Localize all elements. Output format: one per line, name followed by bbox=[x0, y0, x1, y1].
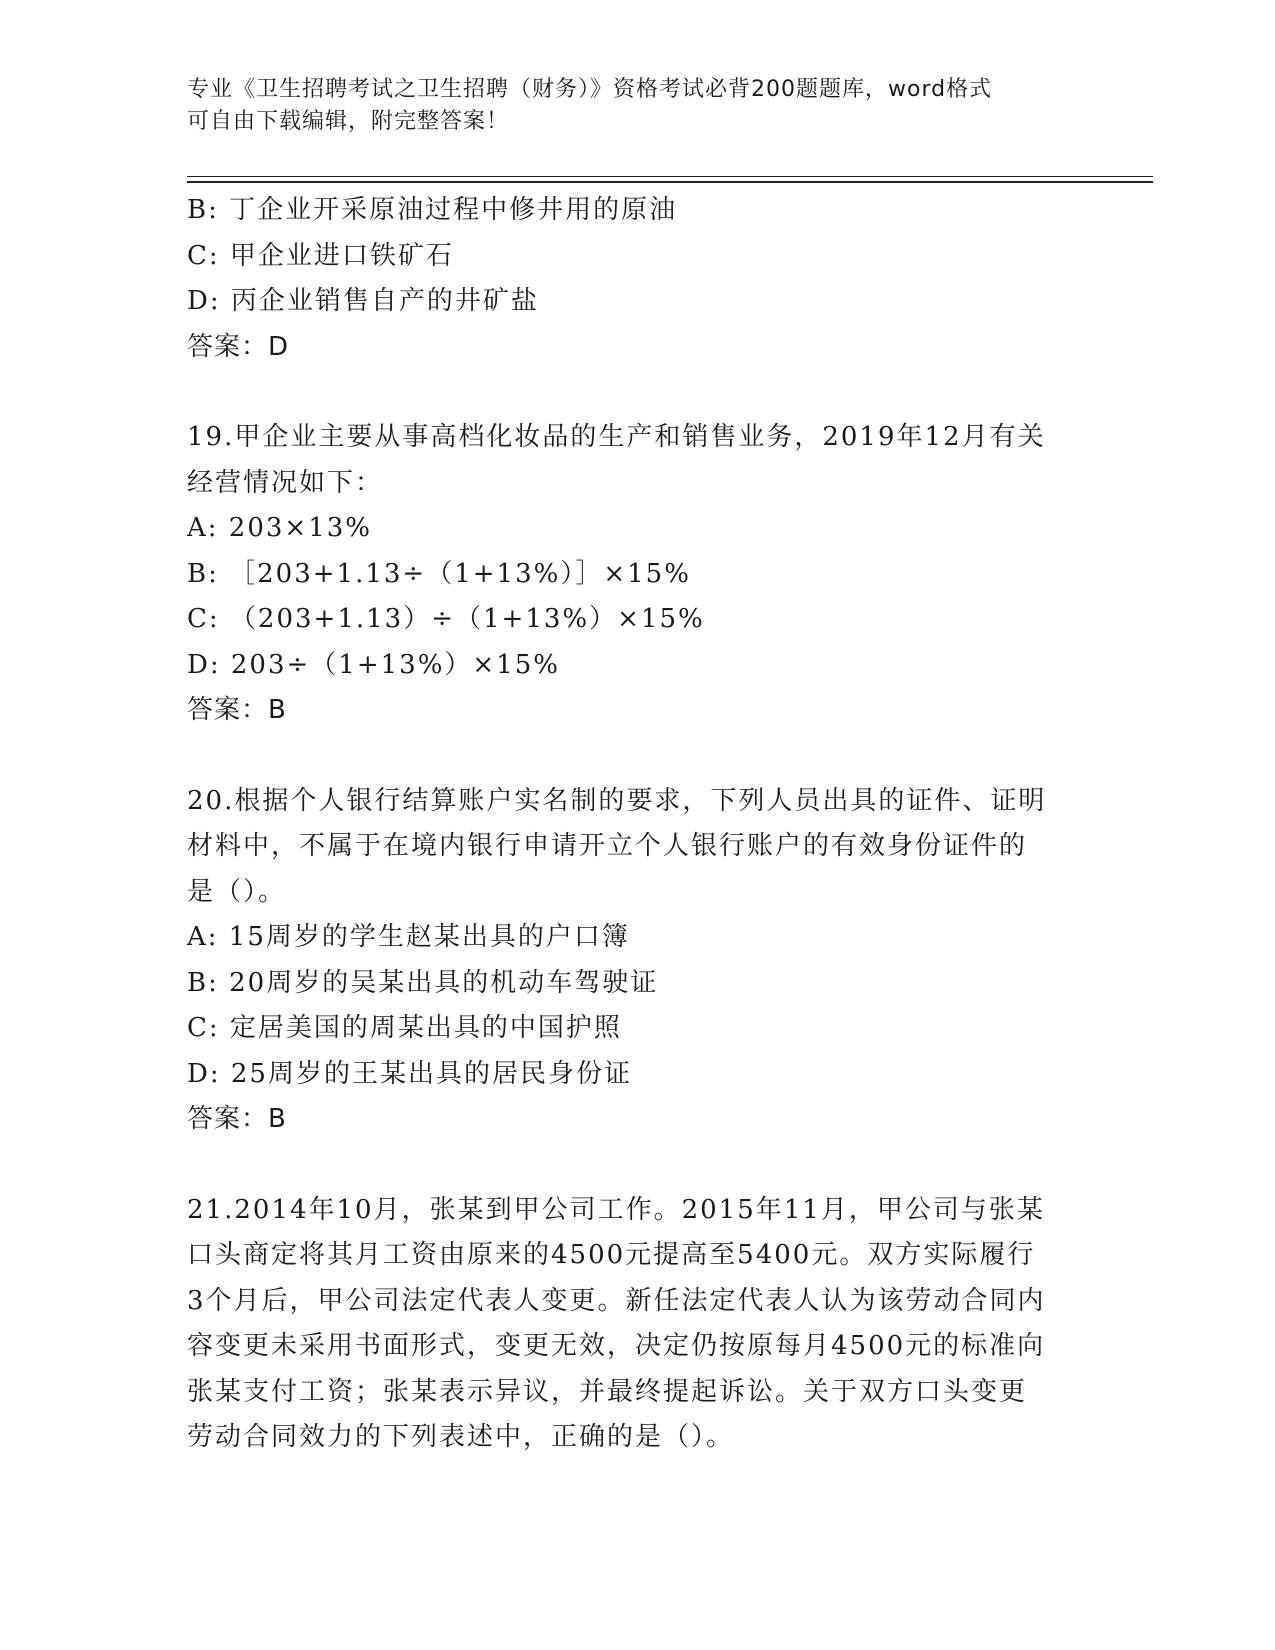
question-21 bbox=[187, 1188, 1087, 1461]
header-divider-thick bbox=[187, 181, 1153, 183]
option-d: D: 25周岁的王某出具的居民身份证 bbox=[187, 1058, 632, 1089]
header-title-line2: 可自由下载编辑，附完整答案！ bbox=[187, 109, 510, 134]
option-d: D: 丙企业销售自产的井矿盐 bbox=[187, 286, 539, 316]
spacer bbox=[187, 1143, 1087, 1188]
option-b: B: 丁企业开采原油过程中修井用的原油 bbox=[187, 195, 678, 225]
option-a: A: 15周岁的学生赵某出具的户口簿 bbox=[187, 922, 630, 952]
question-stem: 材料中，不属于在境内银行申请开立个人银行账户的有效身份证件的 bbox=[187, 831, 1028, 861]
option-c: C: 甲企业进口铁矿石 bbox=[187, 240, 454, 271]
question-stem: 21.2014年10月，张某到甲公司工作。2015年11月，甲公司与张某 bbox=[187, 1194, 1045, 1225]
option-a: A: 203×13% bbox=[187, 513, 373, 543]
question-stem: 容变更未采用书面形式，变更无效，决定仍按原每月4500元的标准向 bbox=[187, 1331, 1046, 1361]
header-title-line1: 专业《卫生招聘考试之卫生招聘（财务）》资格考试必背200题题库，word格式 bbox=[187, 77, 993, 102]
option-d: D: 203÷（1+13%）×15% bbox=[187, 649, 560, 680]
spacer bbox=[187, 734, 1087, 779]
question-stem: 是（）。 bbox=[187, 876, 287, 907]
question-20 bbox=[187, 779, 1087, 1143]
document-header bbox=[187, 74, 1067, 138]
question-stem: 张某支付工资；张某表示异议，并最终提起诉讼。关于双方口头变更 bbox=[187, 1376, 1028, 1407]
option-b: B: 20周岁的吴某出具的机动车驾驶证 bbox=[187, 967, 659, 998]
question-stem: 3个月后，甲公司法定代表人变更。新任法定代表人认为该劳动合同内 bbox=[187, 1285, 1046, 1316]
answer-label: 答案：B bbox=[187, 695, 287, 725]
option-c: C: 定居美国的周某出具的中国护照 bbox=[187, 1013, 622, 1043]
option-b: B: ［203+1.13÷（1+13%）］×15% bbox=[187, 558, 691, 589]
question-stem: 20.根据个人银行结算账户实名制的要求，下列人员出具的证件、证明 bbox=[187, 785, 1047, 816]
question-stem: 19.甲企业主要从事高档化妆品的生产和销售业务，2019年12月有关 bbox=[187, 422, 1046, 452]
answer-label: 答案：D bbox=[187, 331, 290, 362]
option-c: C: （203+1.13）÷（1+13%）×15% bbox=[187, 604, 705, 634]
question-19 bbox=[187, 415, 1087, 734]
question-18 bbox=[187, 188, 1087, 370]
question-stem: 劳动合同效力的下列表述中，正确的是（）。 bbox=[187, 1422, 735, 1452]
question-stem: 口头商定将其月工资由原来的4500元提高至5400元。双方实际履行 bbox=[187, 1240, 1036, 1270]
answer-label: 答案：B bbox=[187, 1104, 287, 1134]
question-stem: 经营情况如下： bbox=[187, 467, 384, 498]
spacer bbox=[187, 370, 1087, 415]
header-divider-thin bbox=[187, 176, 1153, 177]
question-content bbox=[187, 188, 1087, 1461]
